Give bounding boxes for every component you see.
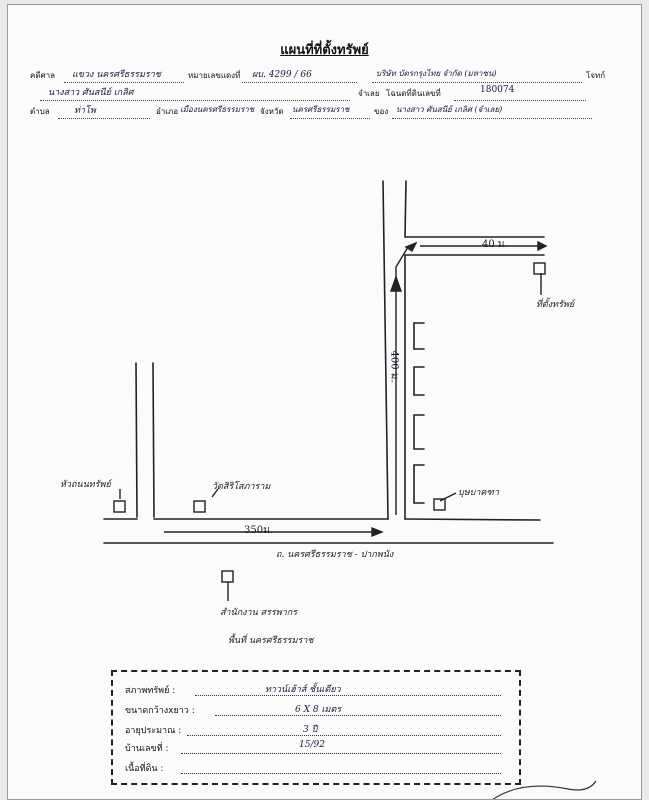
side-road-right-edge (153, 363, 154, 517)
side-road-left-edge (136, 363, 137, 517)
house-1 (414, 323, 424, 349)
plaintiff-value: บริษัท บัตรกรุงไทย จำกัด (มหาชน) (376, 69, 497, 78)
size-value: 6 X 8 เมตร (295, 705, 342, 715)
condition-row (125, 682, 501, 698)
land-area-row (125, 760, 501, 776)
soi-right-edge-top (405, 181, 544, 237)
condition-value: ทาวน์เฮ้าส์ ชั้นเดียว (265, 685, 341, 695)
court-value: แขวง นครศรีธรรมราช (72, 70, 161, 80)
shop-pointer (440, 493, 456, 501)
office-label: สำนักงาน สรรพากร (220, 608, 298, 618)
main-road-label: ถ. นครศรีธรรมราช - ปากพนัง (276, 550, 394, 560)
province-label: จังหวัด (260, 107, 284, 116)
condition-label: สภาพทรัพย์ : (125, 686, 176, 696)
distance-vertical-label: 400 ม. (388, 350, 400, 383)
house-3 (414, 415, 424, 449)
age-row (125, 722, 501, 738)
size-label: ขนาดกว้างxยาว : (125, 706, 195, 716)
temple-label: วัดสิริโสภาราม (212, 482, 271, 492)
district-value: เมืองนครศรีธรรมราช (180, 105, 255, 114)
distance-bottom-label: 350ม. (244, 525, 273, 536)
owner-label: ของ (374, 107, 389, 116)
temple-marker (194, 501, 205, 512)
main-road-top-right (405, 519, 540, 520)
house-no-row (125, 740, 501, 756)
arrow-head-right (538, 242, 546, 250)
shop-label: บุษบาคฑา (458, 488, 499, 498)
province-value: นครศรีธรรมราช (292, 105, 350, 114)
house-4 (414, 465, 424, 503)
office-area-label: พื้นที่ นครศรีธรรมราช (228, 636, 314, 646)
defendant-role: จำเลย (358, 89, 380, 98)
owner-value: นางสาว ศันสนีย์ เกลิศ (จำเลย) (396, 105, 503, 114)
distance-right-label: 40 ม. (482, 239, 508, 250)
house-no-label: บ้านเลขที่ : (125, 744, 169, 754)
court-label: คดีศาล (30, 71, 56, 80)
arrow-head-bottom (372, 528, 382, 536)
age-value: 3 ปี (303, 725, 318, 735)
subdistrict-value: ท่าโพ (74, 106, 96, 116)
arrow-head-turn (406, 243, 416, 251)
document-title: แผนที่ที่ตั้งทรัพย์ (280, 43, 369, 58)
property-details-box (111, 670, 521, 785)
property-marker (534, 263, 545, 274)
size-row (125, 702, 501, 718)
property-label: ที่ตั้งทรัพย์ (536, 300, 575, 310)
arrow-head-up (391, 277, 401, 291)
subdistrict-label: ตำบล (30, 107, 50, 116)
district-label: อำเภอ (156, 107, 179, 116)
landmark-left-label: หัวถนนทรัพย์ (60, 480, 111, 490)
deed-value: 180074 (480, 85, 515, 95)
age-label: อายุประมาณ : (125, 726, 182, 736)
house-no-value: 15/92 (299, 740, 325, 750)
case-no-value: ผบ. 4299 / 66 (252, 70, 312, 80)
plaintiff-role: โจทก์ (586, 71, 606, 80)
deed-label: โฉนดที่ดินเลขที่ (386, 89, 441, 98)
landmark-left-marker (114, 501, 125, 512)
land-area-label: เนื้อที่ดิน : (125, 764, 164, 774)
document-sheet (7, 4, 642, 800)
defendant-value: นางสาว ศันสนีย์ เกลิศ (48, 88, 134, 98)
case-no-label: หมายเลขแดงที่ (188, 71, 241, 80)
house-2 (414, 367, 424, 395)
office-marker (222, 571, 233, 582)
signature-mark (478, 775, 598, 800)
shop-marker (434, 499, 445, 510)
